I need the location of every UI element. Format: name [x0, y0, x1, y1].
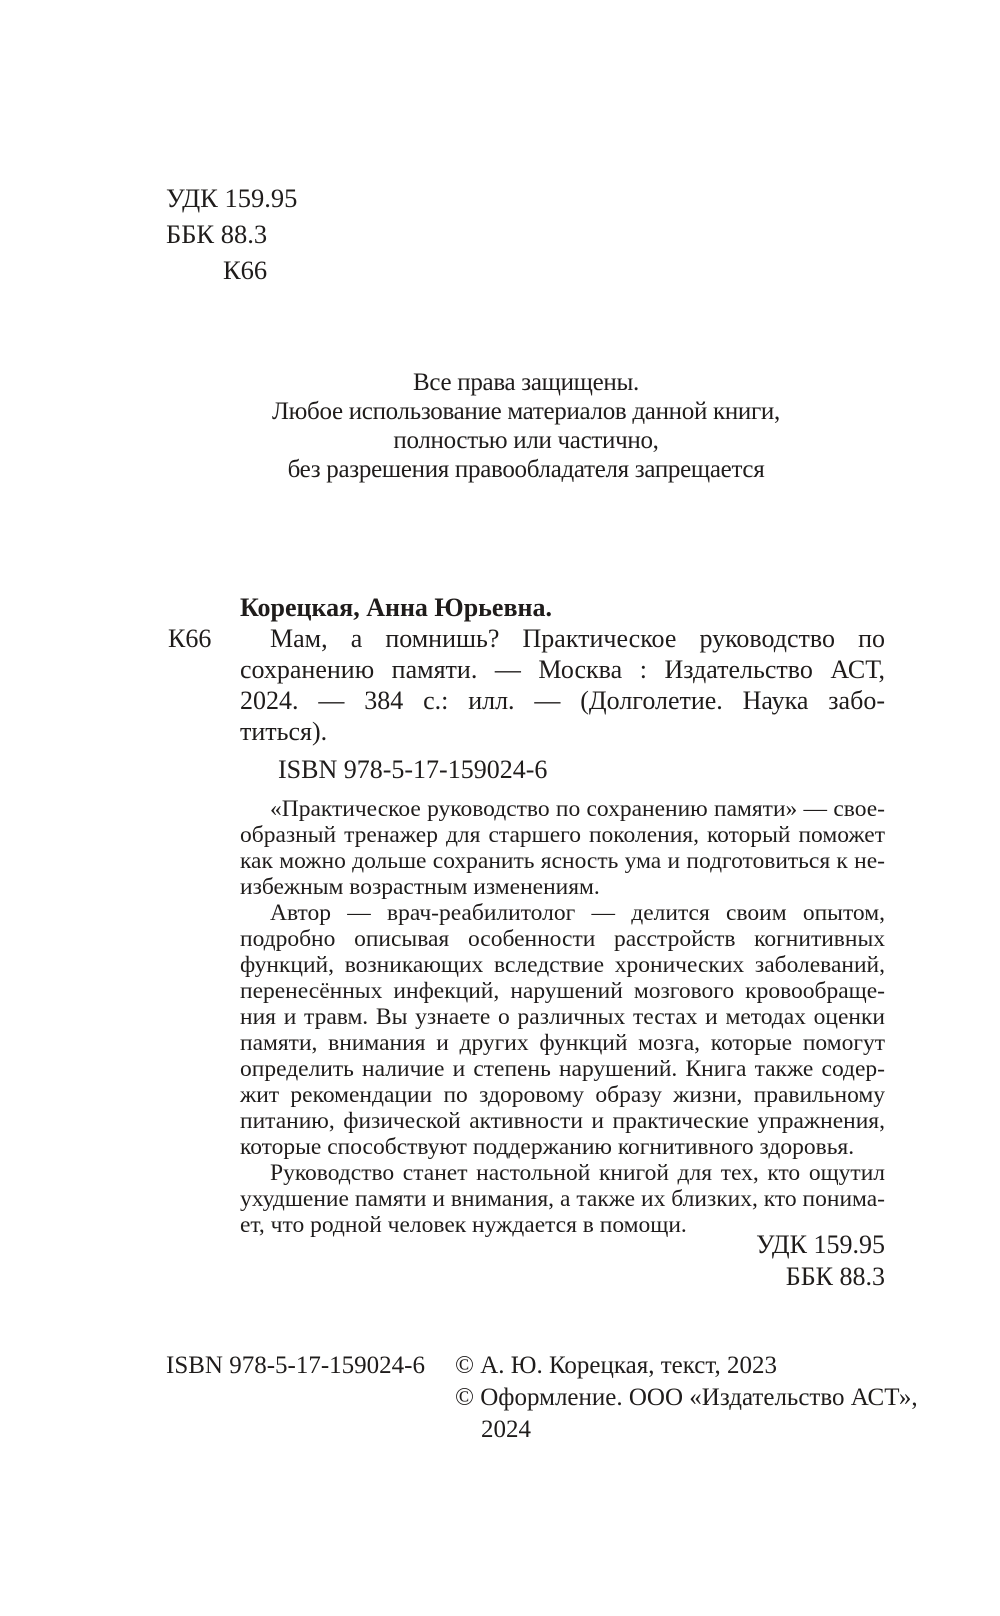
annotation-line: питанию, физической активности и практические упражнения,	[240, 1108, 885, 1134]
rights-notice-line: Любое использование материалов данной книги,	[272, 398, 780, 425]
top-bibliographic-codes	[166, 180, 297, 288]
catalog-line: 2024. — 384 с.: илл. — (Долголетие. Наука забо-	[240, 686, 885, 715]
footer-block	[166, 1350, 918, 1446]
udk-code-bottom: УДК 159.95	[756, 1230, 885, 1259]
rights-notice-line: полностью или частично,	[393, 427, 659, 454]
catalog-line: Мам, а помнишь? Практическое руководство по	[270, 624, 885, 653]
annotation-block	[240, 796, 885, 1238]
udk-code: УДК 159.95	[166, 183, 298, 213]
annotation-line: ет, что родной человек нуждается в помощи.	[240, 1212, 687, 1238]
copyright-text-line: © А. Ю. Корецкая, текст, 2023	[455, 1352, 777, 1379]
annotation-line: Автор — врач-реабилитолог — делится своим опытом,	[270, 900, 885, 926]
catalog-line: сохранению памяти. — Москва : Издательство АСТ,	[240, 655, 885, 684]
annotation-line: избежным возрастным изменениям.	[240, 874, 600, 900]
annotation-line: перенесённых инфекций, нарушений мозгового кровообраще-	[240, 978, 885, 1004]
annotation-line: «Практическое руководство по сохранению памяти» — свое-	[270, 796, 885, 822]
annotation-line: Руководство станет настольной книгой для тех, кто ощутил	[270, 1160, 885, 1186]
annotation-line: как можно дольше сохранить ясность ума и подготовиться к не-	[240, 848, 885, 874]
copyright-year: 2024	[481, 1416, 531, 1443]
isbn-midpage: ISBN 978-5-17-159024-6	[278, 755, 548, 784]
annotation-line: ухудшение памяти и внимания, а также их близких, кто понима-	[240, 1186, 885, 1212]
annotation-line: которые способствуют поддержанию когнитивного здоровья.	[240, 1134, 855, 1160]
annotation-line: ния и травм. Вы узнаете о различных тестах и методах оценки	[240, 1004, 885, 1030]
rights-notice-line: Все права защищены.	[413, 369, 639, 396]
bottom-bibliographic-codes	[166, 1229, 885, 1293]
annotation-line: жит рекомендации по здоровому образу жизни, правильному	[240, 1082, 885, 1108]
copyright-design-line: © Оформление. ООО «Издательство АСТ»,	[455, 1384, 918, 1411]
bbk-code: ББК 88.3	[166, 219, 268, 249]
annotation-line: памяти, внимания и других функций мозга, которые помогут	[240, 1030, 885, 1056]
rights-notice	[166, 368, 886, 484]
catalog-author: Корецкая, Анна Юрьевна.	[240, 593, 552, 622]
catalog-card	[166, 592, 885, 785]
catalog-line: титься).	[240, 717, 328, 746]
annotation-line: функций, возникающих вследствие хронических заболеваний,	[240, 952, 885, 978]
author-sign-code: К66	[223, 255, 268, 285]
rights-notice-line: без разрешения правообладателя запрещается	[287, 456, 765, 483]
annotation-line: подробно описывая особенности расстройств когнитивных	[240, 926, 885, 952]
annotation-line: определить наличие и степень нарушений. Книга также содер-	[240, 1056, 885, 1082]
isbn-footer: ISBN 978-5-17-159024-6	[166, 1352, 426, 1379]
annotation-line: образный тренажер для старшего поколения, который поможет	[240, 822, 885, 848]
copyright-block	[455, 1350, 918, 1446]
bbk-code-bottom: ББК 88.3	[785, 1262, 885, 1291]
catalog-margin-code: К66	[168, 624, 212, 653]
